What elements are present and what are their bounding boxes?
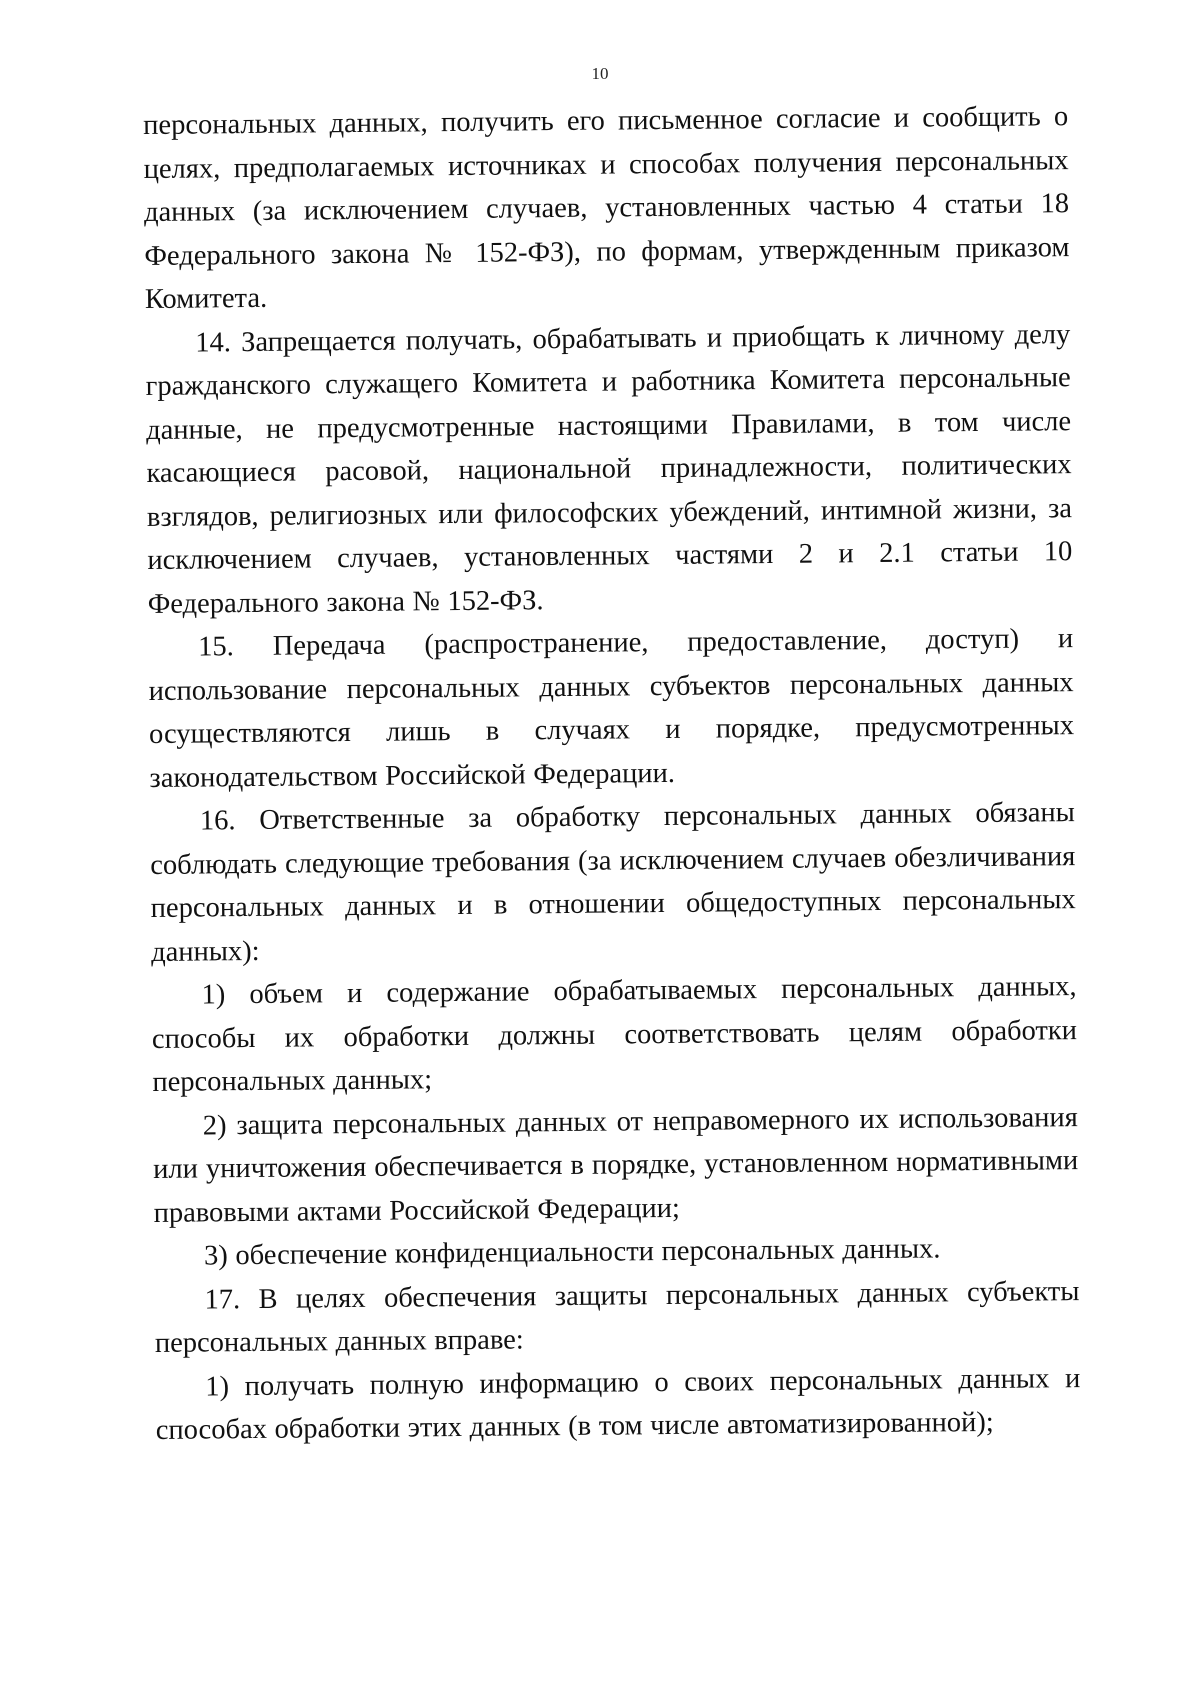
body-text xyxy=(143,95,1081,1452)
paragraph-16-item-3: 3) обеспечение конфиденциальности персональных данных. xyxy=(203,1233,941,1272)
paragraph-continuation: персональных данных, получить его письменное согласие и сообщить о целях, предполагаемых источниках и способах получения персональных данных (за исключением случаев, установленных частью 4 статьи 18 Федерального закона № 152-ФЗ), по формам, утвержденным приказом Комитета. xyxy=(143,101,1070,315)
paragraph-16-item-2: 2) защита персональных данных от неправомерного их использования или уничтожения обеспечивается в порядке, установленном нормативными правовыми актами Российской Федерации; xyxy=(153,1101,1079,1229)
paragraph-16: 16. Ответственные за обработку персональных данных обязаны соблюдать следующие требования (за исключением случаев обезличивания персональных данных и в отношении общедоступных персональных данных): xyxy=(150,797,1076,968)
paragraph-16-item-1: 1) объем и содержание обрабатываемых персональных данных, способы их обработки должны соответствовать целям обработки персональных данных; xyxy=(151,971,1078,1098)
paragraph-15: 15. Передача (распространение, предоставление, доступ) и использование персональных данных субъектов персональных данных осуществляются лишь в случаях и порядке, предусмотренных законодательством Российской Федерации. xyxy=(148,623,1075,794)
paragraph-17-item-1: 1) получать полную информацию о своих персональных данных и способах обработки этих данных (в том числе автоматизированной); xyxy=(155,1362,1081,1446)
paragraph-17: 17. В целях обеспечения защиты персональных данных субъекты персональных данных вправе: xyxy=(154,1275,1080,1359)
paragraph-14: 14. Запрещается получать, обрабатывать и приобщать к личному делу гражданского служащего Комитета и работника Комитета персональные данные, не предусмотренные настоящими Правилами, в том числе касающиеся расовой, национальной принадлежности, политических взглядов, религиозных или философских убеждений, интимной жизни, за исключением случаев, установленных частями 2 и 2.1 статьи 10 Федерального закона № 152-ФЗ. xyxy=(145,318,1073,620)
page-number: 10 xyxy=(591,64,609,83)
